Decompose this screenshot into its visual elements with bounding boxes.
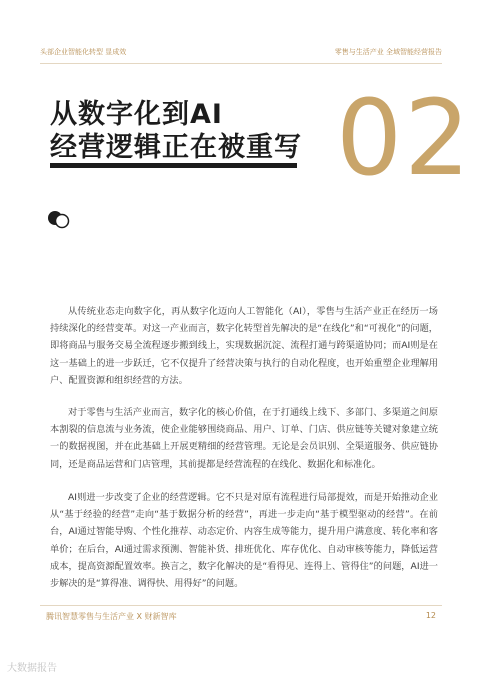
page-title-line2: 经营逻辑正在被重写 bbox=[50, 132, 302, 163]
body-paragraph-2: 对于零售与生活产业而言，数字化的核心价值，在于打通线上线下、多部门、多渠道之间原本割裂的信息流与业务流，使企业能够围绕商品、用户、订单、门店、供应链等关键对象建立统一的数据视图，并在此基础上开展更精细的经营管理。无论是会员识别、全渠道服务、供应链协同，还是商品运营和门店管理，其前提都是经营流程的在线化、数据化和标准化。 bbox=[50, 407, 438, 470]
footer-source-text: 腾讯智慧零售与生活产业 X 财新智库 bbox=[46, 612, 177, 621]
header-divider bbox=[40, 63, 442, 64]
title-underline-bar bbox=[50, 163, 297, 168]
chapter-number: 02 bbox=[336, 77, 473, 199]
footer-divider bbox=[40, 605, 442, 606]
decorative-circles-icon bbox=[47, 209, 71, 229]
header-left-text: 头部企业智能化转型 显成效 bbox=[40, 48, 127, 56]
body-paragraph-3: AI则进一步改变了企业的经营逻辑。它不只是对原有流程进行局部提效，而是开始推动企业从“基于经验的经营”走向“基于数据分析的经营”，再进一步走向“基于模型驱动的经营”。在前台，AI通过智能导购、个性化推荐、动态定价、内容生成等能力，提升用户满意度、转化率和客单价；在后台，AI通过需求预测、智能补货、排班优化、库存优化、自动审核等能力，降低运营成本，提高资源配置效率。换言之，数字化解决的是“看得见、连得上、管得住”的问题，AI进一步解决的是“算得准、调得快、用得好”的问题。 bbox=[50, 492, 438, 590]
page-number: 12 bbox=[425, 611, 436, 620]
header-right-text: 零售与生活产业 全域智能经营报告 bbox=[334, 48, 442, 56]
page-title-line1: 从数字化到AI bbox=[50, 99, 223, 130]
watermark-logo: 大数据报告 bbox=[7, 663, 57, 674]
body-paragraph-1: 从传统业态走向数字化，再从数字化迈向人工智能化（AI），零售与生活产业正在经历一场持续深化的经营变革。对这一产业而言，数字化转型首先解决的是“在线化”和“可视化”的问题，即将商品与服务交易全流程逐步搬到线上，实现数据沉淀、流程打通与跨渠道协同；而AI则是在这一基础上的进一步跃迁，它不仅提升了经营决策与执行的自动化程度，也开始重塑企业理解用户、配置资源和组织经营的方法。 bbox=[50, 306, 438, 386]
